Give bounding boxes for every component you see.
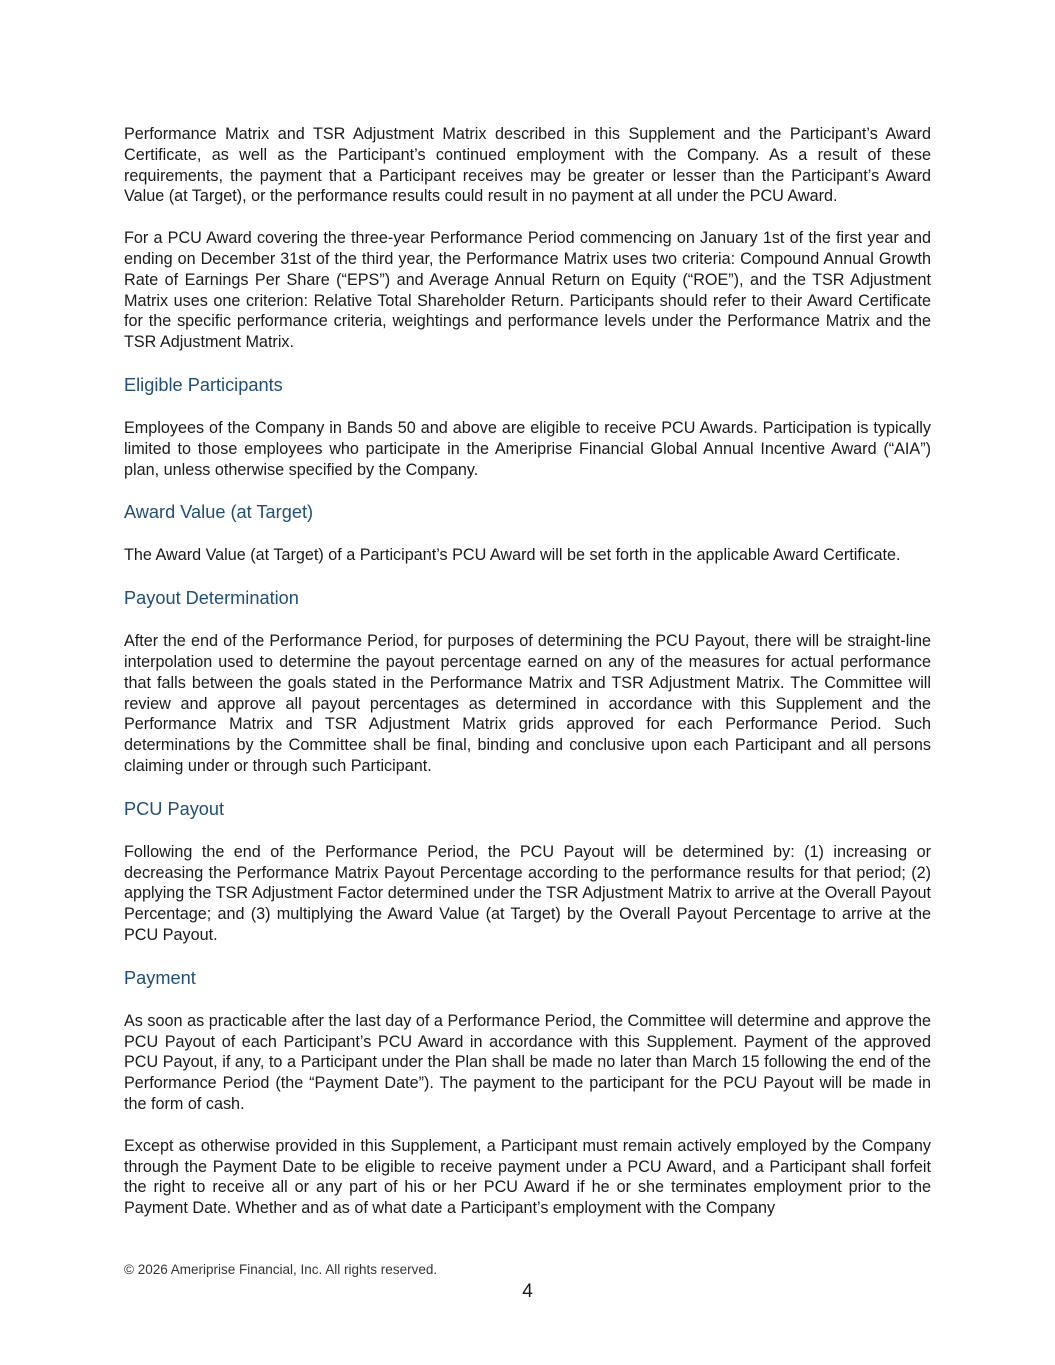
section-heading-payout-determination: Payout Determination [124, 588, 299, 609]
body-paragraph: The Award Value (at Target) of a Participant’s PCU Award will be set forth in the applicable Award Certificate. [124, 546, 901, 565]
section-heading-pcu-payout: PCU Payout [124, 798, 225, 819]
document-body [124, 124, 931, 1240]
body-paragraph: Employees of the Company in Bands 50 and above are eligible to receive PCU Awards. Participation is typically limited to those employees who participate in the Ameriprise Financial Global Annual Incentive Award (“AIA”) plan, unless otherwise specified by the Company. [124, 418, 931, 479]
body-paragraph: After the end of the Performance Period, for purposes of determining the PCU Payout, there will be straight-line interpolation used to determine the payout percentage earned on any of the measures for actual performance that falls between the goals stated in the Performance Matrix and TSR Adjustment Matrix. The Committee will review and approve all payout percentages as determined in accordance with this Supplement and the Performance Matrix and TSR Adjustment Matrix grids approved for each Performance Period. Such determinations by the Committee shall be final, binding and conclusive upon each Participant and all persons claiming under or through such Participant. [124, 632, 931, 775]
section-heading-award-value: Award Value (at Target) [124, 502, 314, 523]
body-paragraph: Following the end of the Performance Period, the PCU Payout will be determined by: (1) increasing or decreasing the Performance Matrix Payout Percentage according to the performance results for that period; (2) applying the TSR Adjustment Factor determined under the TSR Adjustment Matrix to arrive at the Overall Payout Percentage; and (3) multiplying the Award Value (at Target) by the Overall Payout Percentage to arrive at the PCU Payout. [124, 842, 931, 944]
section-heading-eligible-participants: Eligible Participants [124, 374, 283, 395]
body-paragraph: Except as otherwise provided in this Supplement, a Participant must remain actively employed by the Company through the Payment Date to be eligible to receive payment under a PCU Award, and a Participant shall forfeit the right to receive all or any part of his or her PCU Award if he or she terminates employment prior to the Payment Date. Whether and as of what date a Participant’s employment with the Company [124, 1136, 931, 1218]
page-number: 4 [522, 1281, 533, 1302]
body-paragraph: Performance Matrix and TSR Adjustment Matrix described in this Supplement and the Participant’s Award Certificate, as well as the Participant’s continued employment with the Company. As a result of these requirements, the payment that a Participant receives may be greater or lesser than the Participant’s Award Value (at Target), or the performance results could result in no payment at all under the PCU Award. [124, 125, 931, 206]
body-paragraph: For a PCU Award covering the three-year Performance Period commencing on January 1st of the first year and ending on December 31st of the third year, the Performance Matrix uses two criteria: Compound Annual Growth Rate of Earnings Per Share (“EPS”) and Average Annual Return on Equity (“ROE”), and the TSR Adjustment Matrix uses one criterion: Relative Total Shareholder Return. Participants should refer to their Award Certificate for the specific performance criteria, weightings and performance levels under the Performance Matrix and the TSR Adjustment Matrix. [124, 229, 931, 352]
section-heading-payment: Payment [124, 967, 196, 988]
body-paragraph: As soon as practicable after the last day of a Performance Period, the Committee will determine and approve the PCU Payout of each Participant’s PCU Award in accordance with this Supplement. Payment of the approved PCU Payout, if any, to a Participant under the Plan shall be made no later than March 15 following the end of the Performance Period (the “Payment Date”). The payment to the participant for the PCU Payout will be made in the form of cash. [124, 1011, 931, 1113]
copyright-footer: © 2026 Ameriprise Financial, Inc. All rights reserved. [124, 1262, 438, 1277]
